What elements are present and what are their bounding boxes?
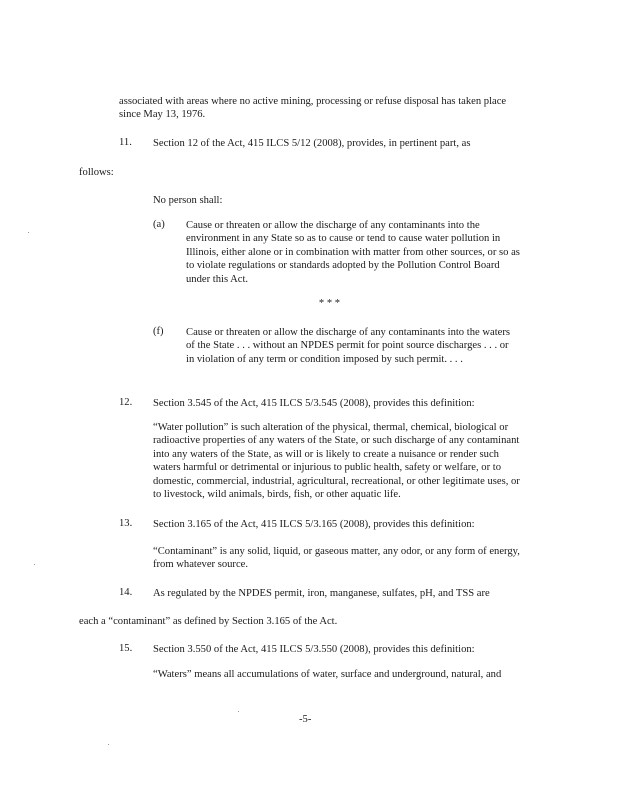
paragraph-14-line2: each a “contaminant” as defined by Section 3.165 of the Act.	[79, 616, 338, 627]
no-person-shall: No person shall:	[153, 195, 223, 206]
water-pollution-definition: “Water pollution” is such alteration of the physical, thermal, chemical, biological or radioactive properties of any waters of the State, or such discharge of any contaminant into any waters of the State, as will or is likely to create a nuisance or render such waters harmful or detrimental or injurious to public health, safety or welfare, or to domestic, commercial, industrial, agricultural, recreational, or other legitimate uses, or to livestock, wild animals, birds, fish, or other aquatic life.	[153, 422, 520, 501]
paragraph-13-number: 13.	[119, 518, 133, 529]
scan-speck	[28, 232, 29, 233]
carryover-paragraph: associated with areas where no active mining, processing or refuse disposal has taken place since May 13, 1976.	[119, 96, 507, 121]
contaminant-definition: “Contaminant” is any solid, liquid, or gaseous matter, any odor, or any form of energy, from whatever source.	[153, 546, 520, 571]
paragraph-14-line1: As regulated by the NPDES permit, iron, manganese, sulfates, pH, and TSS are	[153, 588, 490, 599]
item-f-text: Cause or threaten or allow the discharge of any contaminants into the waters of the State . . . without an NPDES permit for point source discharges . . . or in violation of any term or condition imposed by such permit. . . .	[186, 327, 510, 365]
scan-speck	[108, 744, 109, 745]
paragraph-11-line2: follows:	[79, 167, 114, 178]
page-number: -5-	[299, 714, 312, 725]
paragraph-13-text: Section 3.165 of the Act, 415 ILCS 5/3.165 (2008), provides this definition:	[153, 519, 475, 530]
paragraph-11-number: 11.	[119, 137, 132, 148]
section-break-stars: * * *	[318, 298, 341, 309]
paragraph-14-number: 14.	[119, 587, 133, 598]
item-f-label: (f)	[153, 326, 164, 337]
item-a-label: (a)	[153, 219, 165, 230]
item-a-text: Cause or threaten or allow the discharge of any contaminants into the environment in any State so as to cause or tend to cause water pollution in Illinois, either alone or in combination with matter from other sources, or so as to violate regulations or standards adopted by the Pollution Control Board under this Act.	[186, 220, 520, 285]
paragraph-11-line1: Section 12 of the Act, 415 ILCS 5/12 (2008), provides, in pertinent part, as	[153, 138, 471, 149]
scan-speck	[238, 711, 239, 712]
paragraph-12-number: 12.	[119, 397, 133, 408]
paragraph-12-text: Section 3.545 of the Act, 415 ILCS 5/3.545 (2008), provides this definition:	[153, 398, 475, 409]
waters-definition: “Waters” means all accumulations of water, surface and underground, natural, and	[153, 669, 502, 680]
paragraph-15-number: 15.	[119, 643, 133, 654]
scan-speck	[34, 564, 35, 565]
paragraph-15-text: Section 3.550 of the Act, 415 ILCS 5/3.550 (2008), provides this definition:	[153, 644, 475, 655]
